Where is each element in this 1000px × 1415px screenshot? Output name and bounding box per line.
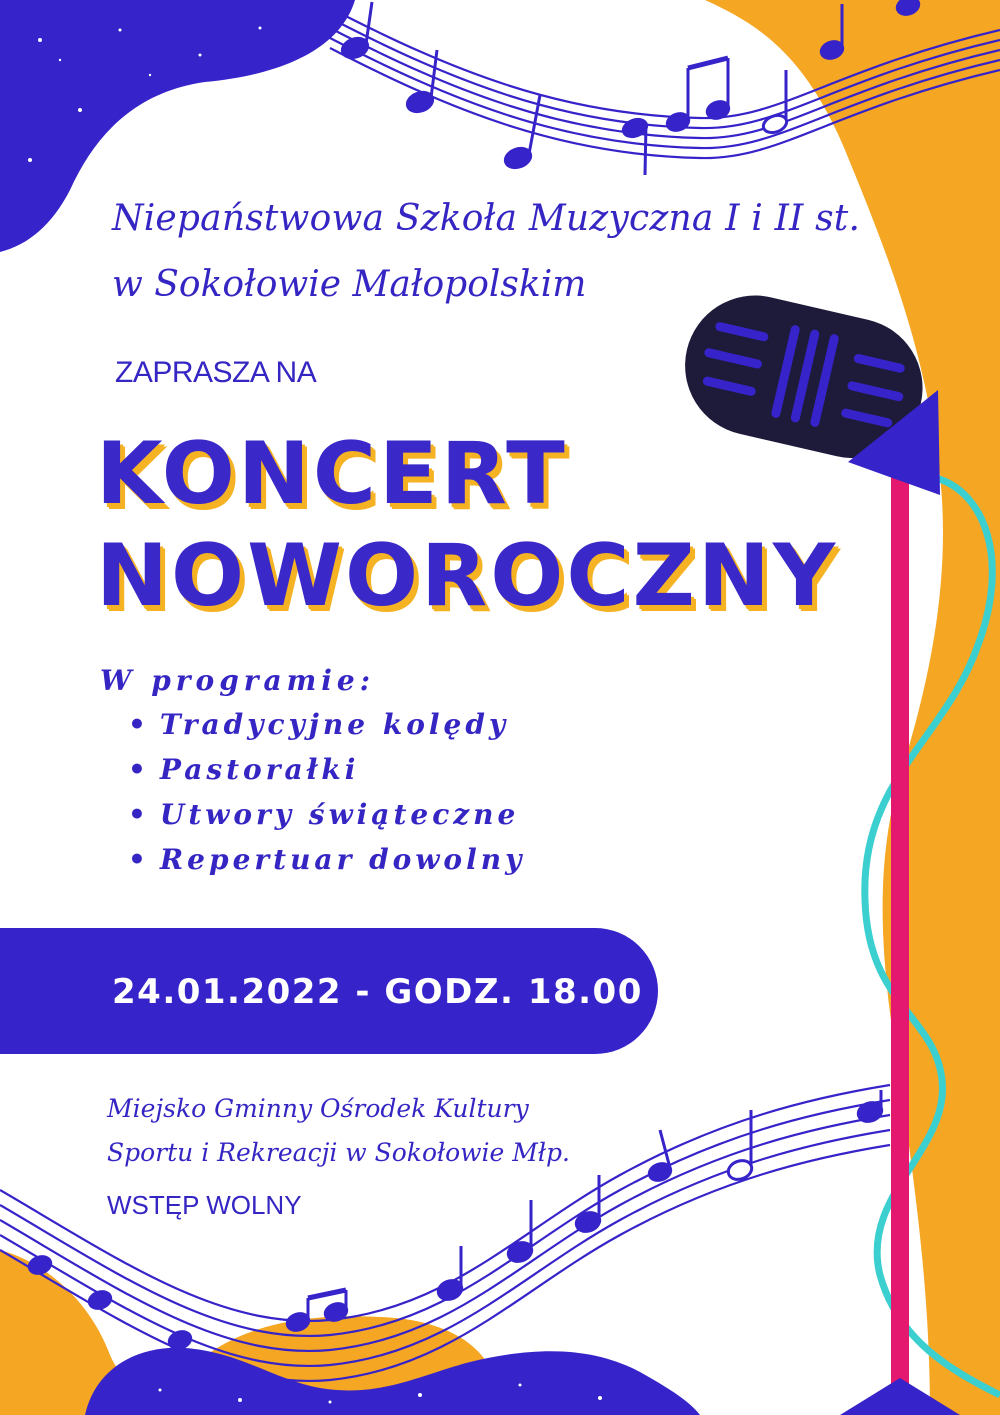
program-item: • Repertuar dowolny xyxy=(128,837,525,882)
program-heading: W programie: xyxy=(100,664,376,697)
microphone-stand xyxy=(891,470,909,1385)
program-item: • Tradycyjne kolędy xyxy=(128,702,525,747)
venue-line-1: Miejsko Gminny Ośrodek Kultury xyxy=(107,1094,529,1123)
microphone-icon xyxy=(671,282,940,495)
free-entry-text: WSTĘP WOLNY xyxy=(107,1190,302,1220)
concert-title-line-2: NOWOROCZNY xyxy=(96,526,839,626)
school-name-line-1: Niepaństwowa Szkoła Muzyczna I i II st. xyxy=(112,198,861,239)
school-name-line-2: w Sokołowie Małopolskim xyxy=(112,264,587,305)
venue-line-2: Sportu i Rekreacji w Sokołowie Młp. xyxy=(107,1138,570,1167)
program-list xyxy=(128,702,525,882)
date-time-text: 24.01.2022 - GODZ. 18.00 xyxy=(112,972,643,1012)
invite-text: ZAPRASZA NA xyxy=(115,356,317,389)
concert-title-line-1: KONCERT xyxy=(96,424,568,524)
program-item: • Pastorałki xyxy=(128,747,525,792)
program-item: • Utwory świąteczne xyxy=(128,792,525,837)
